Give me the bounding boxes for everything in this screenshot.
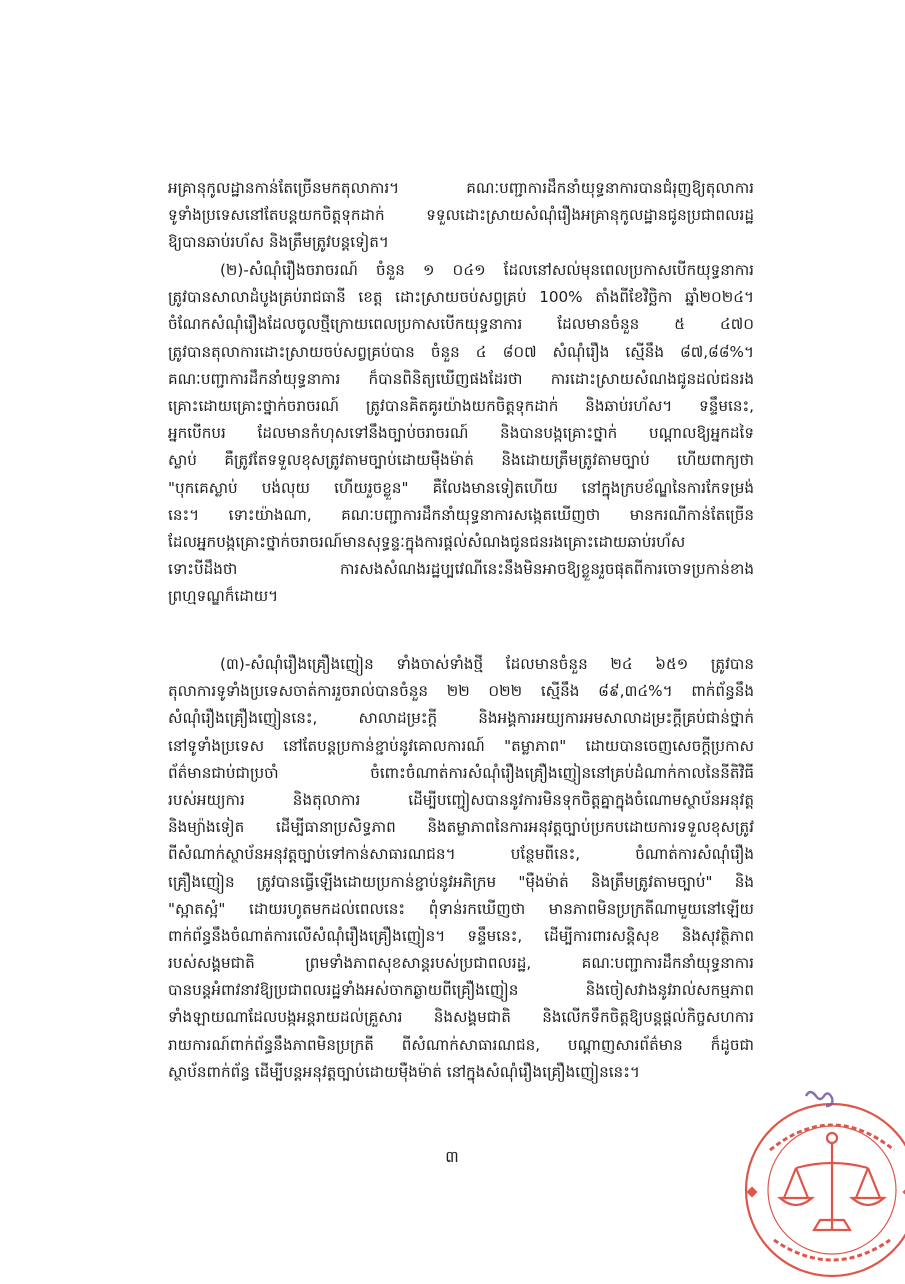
official-seal	[722, 1080, 905, 1280]
text-line: អ្នកបើកបរ ដែលមានកំហុសទៅនឹងច្បាប់ចរាចរណ៍ និងបានបង្កគ្រោះថ្នាក់ បណ្តាលឱ្យអ្នកដទៃ	[168, 424, 754, 443]
text-line: ពីសំណាក់ស្ថាប័នអនុវត្តច្បាប់ទៅកាន់សាធារណជន។ បន្ថែមពីនេះ, ចំណាត់ការសំណុំរឿង	[168, 845, 754, 864]
text-line: ត្រូវបានសាលាដំបូងគ្រប់រាជធានី ខេត្ត ដោះស្រាយចប់សព្វគ្រប់ 100% តាំងពីខែវិច្ឆិកា ឆ្នាំ២០២៤។	[168, 288, 754, 307]
text-line: ត្រូវបានតុលាការដោះស្រាយចប់សព្វគ្រប់បាន ចំនួន ៤ ៨០៧ សំណុំរឿង ស្មើនឹង ៨៧,៨៨%។	[168, 342, 754, 361]
paragraph-traffic-cases	[168, 257, 754, 610]
text-line: អគ្រានុកូលដ្ឋានកាន់តែច្រើនមកតុលាការ។ គណៈបញ្ជាការដឹកនាំយុទ្ធនាការបានជំរុញឱ្យតុលាការ	[168, 179, 754, 197]
text-line: គ្រោះដោយគ្រោះថ្នាក់ចរាចរណ៍ ត្រូវបានគិតគូរយ៉ាងយកចិត្តទុកដាក់ និងឆាប់រហ័ស។ ទន្ទឹមនេះ,	[168, 396, 754, 415]
text-line: ព័ត៌មានជាប់ជាប្រចាំ ចំពោះចំណាត់ការសំណុំរឿងគ្រឿងញៀននៅគ្រប់ដំណាក់កាលនៃនីតិវិធី	[168, 763, 754, 782]
text-line: ព្រហ្មទណ្ឌក៏ដោយ។	[168, 587, 279, 606]
text-line: ឱ្យបានឆាប់រហ័ស និងត្រឹមត្រូវបន្តទៀត។	[168, 233, 389, 252]
paragraph-heading-line: (៣)-សំណុំរឿងគ្រឿងញៀន ទាំងចាស់ទាំងថ្មី ដែលមានចំនួន ២៤ ៦៥១ ត្រូវបាន	[220, 655, 754, 673]
text-line: គ្រឿងញៀន ត្រូវបានធ្វើឡើងដោយប្រកាន់ខ្ជាប់នូវអភិក្រម "ម៉ឺងម៉ាត់ និងត្រឹមត្រូវតាមច្បាប់" និង	[168, 872, 754, 891]
text-line: ដែលអ្នកបង្កគ្រោះថ្នាក់ចរាចរណ៍មានសុទ្ធន្ទៈក្នុងការផ្តល់សំណងជូនជនរងគ្រោះដោយឆាប់រហ័ស	[168, 532, 686, 551]
text-line: របស់អយ្យការ និងតុលាការ ដើម្បីបញ្ជៀសបាននូវការមិនទុកចិត្តគ្នាក្នុងចំណោមស្ថាប័នអនុវត្ត	[168, 790, 754, 809]
text-line: "បុកគេស្លាប់ បង់លុយ ហើយរួចខ្លួន" គឺលែងមានទៀតហើយ នៅក្នុងក្របខ័ណ្ឌនៃការកែទម្រង់	[168, 478, 754, 497]
text-line: ទូទាំងប្រទេសនៅតែបន្តយកចិត្តទុកដាក់ ទទួលដោះស្រាយសំណុំរឿងអគ្រានុកូលដ្ឋានជូនប្រជាពលរដ្ឋ	[168, 206, 754, 225]
text-line: ទោះបីដឹងថា ការសងសំណងរដ្ឋប្បវេណីនេះនឹងមិនអាចឱ្យខ្លួនរួចផុតពីការចោទប្រកាន់ខាង	[168, 560, 754, 579]
text-line: របស់សង្គមជាតិ ព្រមទាំងភាពសុខសាន្តរបស់ប្រជាពលរដ្ឋ, គណៈបញ្ជាការដឹកនាំយុទ្ធនាការ	[168, 954, 754, 973]
scales-of-justice-seal-icon	[722, 1080, 905, 1280]
paragraph-heading-line: (២)-សំណុំរឿងចរាចរណ៍ ចំនួន ១ ០៤១ ដែលនៅសល់មុនពេលប្រកាសបើកយុទ្ធនាការ	[220, 261, 754, 279]
text-line: នៅទូទាំងប្រទេស នៅតែបន្តប្រកាន់ខ្ជាប់នូវគោលការណ៍ "តម្លាភាព" ដោយបានចេញសេចក្តីប្រកាស	[168, 736, 754, 755]
text-line: តុលាការទូទាំងប្រទេសចាត់ការរួចរាល់បានចំនួន ២២ ០២២ ស្មើនឹង ៨៩,៣៤%។ ពាក់ព័ន្ធនឹង	[168, 682, 754, 701]
paragraph-drug-cases	[168, 651, 754, 1086]
text-line: និងម្យ៉ាងទៀត ដើម្បីធានាប្រសិទ្ធភាព និងតម្លាភាពនៃការអនុវត្តច្បាប់ប្រកបដោយការទទួលខុសត្រូវ	[168, 818, 754, 837]
text-line: ស្លាប់ គឺត្រូវតែទទួលខុសត្រូវតាមច្បាប់ដោយម៉ឺងម៉ាត់ និងដោយត្រឹមត្រូវតាមច្បាប់ ហើយពាក្យថា	[168, 451, 754, 470]
text-line: បានបន្តអំពាវនាវឱ្យប្រជាពលរដ្ឋទាំងអស់ចាកឆ្ងាយពីគ្រឿងញៀន និងចៀសវាងនូវរាល់សកម្មភាព	[168, 981, 754, 1000]
text-line: សំណុំរឿងគ្រឿងញៀននេះ, សាលាដម្រះក្តី និងអង្គការអយ្យការអមសាលាដម្រះក្តីគ្រប់ជាន់ថ្នាក់	[168, 709, 754, 728]
text-line: រាយការណ៍ពាក់ព័ន្ធនឹងភាពមិនប្រក្រតី ពីសំណាក់សាធារណជន, បណ្តាញសារព័ត៌មាន ក៏ដូចជា	[168, 1035, 754, 1054]
page-number: ៣	[445, 1147, 459, 1166]
text-line: នេះ។ ទោះយ៉ាងណា, គណៈបញ្ជាការដឹកនាំយុទ្ធនាការសង្កេតឃើញថា មានករណីកាន់តែច្រើន	[168, 505, 754, 524]
text-line: ពាក់ព័ន្ធនឹងចំណាត់ការលើសំណុំរឿងគ្រឿងញៀន។ ទន្ទឹមនេះ, ដើម្បីការពារសន្តិសុខ និងសុវត្ថិភាព	[168, 926, 754, 945]
paragraph-intro	[168, 175, 754, 257]
text-line: គណៈបញ្ជាការដឹកនាំយុទ្ធនាការ ក៏បានពិនិត្យឃើញផងដែរថា ការដោះស្រាយសំណងជូនដល់ជនរង	[168, 369, 754, 388]
text-line: ចំណែកសំណុំរឿងដែលចូលថ្មីក្រោយពេលប្រកាសបើកយុទ្ធនាការ ដែលមានចំនួន ៥ ៤៧០	[168, 315, 754, 334]
text-line: ស្ថាប័នពាក់ព័ន្ធ ដើម្បីបន្តអនុវត្តច្បាប់ដោយម៉ឺងម៉ាត់ នៅក្នុងសំណុំរឿងគ្រឿងញៀននេះ។	[168, 1062, 640, 1081]
text-line: "ស្អាតស្អំ" ដោយរហូតមកដល់ពេលនេះ ពុំទាន់រកឃើញថា មានភាពមិនប្រក្រតីណាមួយនៅឡើយ	[168, 899, 754, 918]
text-line: ទាំងឡាយណាដែលបង្កអន្តរាយដល់គ្រួសារ និងសង្គមជាតិ និងលើកទឹកចិត្តឱ្យបន្តផ្តល់កិច្ចសហការ	[168, 1008, 754, 1027]
